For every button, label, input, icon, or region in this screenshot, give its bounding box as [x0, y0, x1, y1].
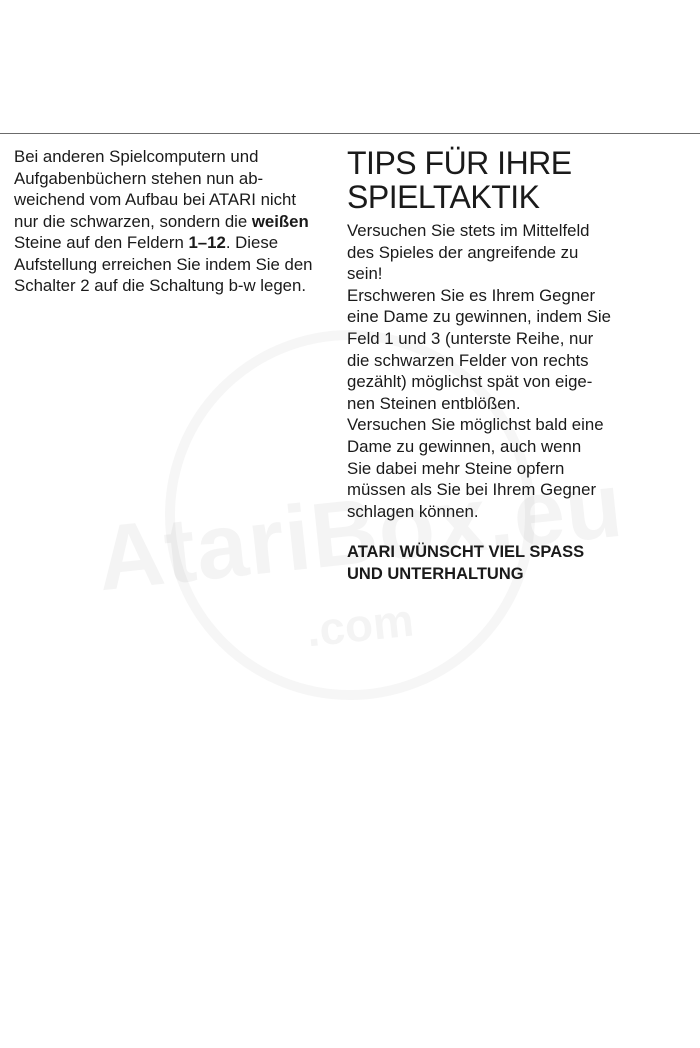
closing-line-1: ATARI WÜNSCHT VIEL SPASS [347, 543, 585, 562]
body-line: müssen als Sie bei Ihrem Gegner [347, 480, 597, 500]
body-line: sein! [347, 264, 383, 284]
body-line: Versuchen Sie möglichst bald eine [347, 415, 604, 435]
left-text-3: . Diese Aufstellung erreichen Sie indem Sie den Schalter 2 auf die Schaltung b-w legen. [14, 233, 313, 295]
body-line: eine Dame zu gewinnen, indem Sie [347, 307, 611, 327]
body-line: nen Steinen entblößen. [347, 393, 521, 413]
body-line: schlagen können. [347, 501, 479, 521]
left-column [14, 146, 319, 297]
bold-weissen: weißen [251, 211, 309, 231]
left-text-1: Bei anderen Spielcomputern und Aufgabenbüchern stehen nun abweichend vom Aufbau bei ATARI nicht nur die schwarzen, sondern die [14, 147, 297, 231]
body-line: Feld 1 und 3 (unterste Reihe, nur [347, 328, 594, 348]
closing-line-2: UND UNTERHALTUNG [347, 564, 524, 583]
right-column [347, 146, 667, 585]
top-divider [0, 133, 700, 134]
bold-range: 1–12 [188, 233, 226, 252]
body-line: gezählt) möglichst spät von eige- [347, 372, 593, 392]
heading-line-1: TIPS FÜR IHRE [347, 145, 572, 181]
left-paragraph [14, 146, 319, 297]
body-line: des Spieles der angreifende zu [347, 242, 579, 262]
body-line: Versuchen Sie stets im Mittelfeld [347, 221, 590, 240]
heading-line-2: SPIELTAKTIK [347, 179, 540, 215]
left-text-2: Steine auf den Feldern [14, 233, 189, 252]
body-line: Erschweren Sie es Ihrem Gegner [347, 285, 596, 305]
watermark-subtext [94, 570, 627, 679]
body-line: Sie dabei mehr Steine opfern [347, 458, 565, 478]
tips-heading [347, 146, 667, 214]
body-line: Dame zu gewinnen, auch wenn [347, 436, 582, 456]
body-line: die schwarzen Felder von rechts [347, 350, 589, 370]
tips-body [347, 220, 667, 522]
closing-message [347, 542, 667, 585]
